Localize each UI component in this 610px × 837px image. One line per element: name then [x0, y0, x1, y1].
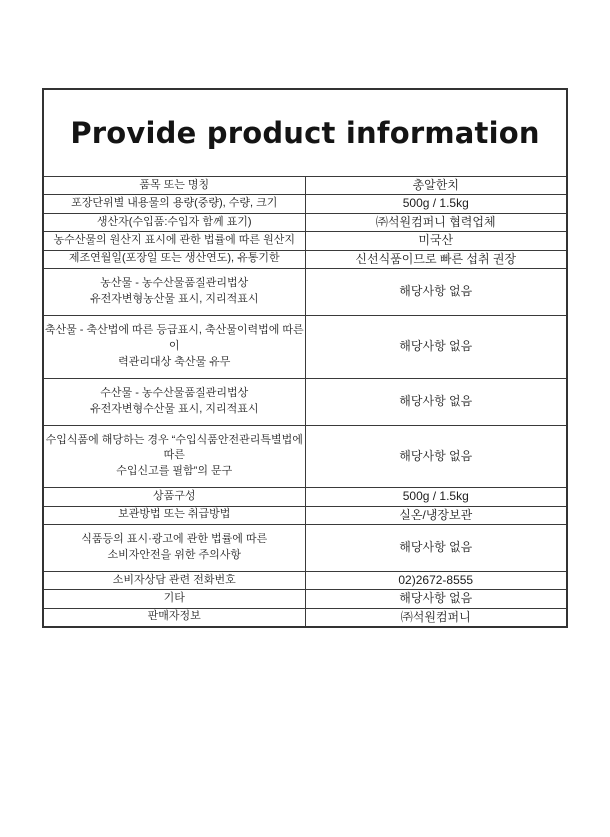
table-title-row [43, 89, 567, 177]
row-label: 판매자정보 [43, 608, 305, 627]
row-value: 해당사항 없음 [305, 425, 567, 488]
row-label: 포장단위별 내용물의 용량(중량), 수량, 크기 [43, 195, 305, 213]
table-row [43, 488, 567, 506]
row-value: 500g / 1.5kg [305, 488, 567, 506]
row-label-line2: 소비자안전을 위한 주의사항 [107, 549, 242, 562]
table-row [43, 315, 567, 378]
table-row [43, 250, 567, 268]
table-row [43, 195, 567, 213]
row-value: ㈜석원컴퍼니 [305, 608, 567, 627]
row-label-line2: 유전자변형농산물 표시, 지리적표시 [89, 292, 259, 305]
table-row [43, 525, 567, 572]
row-value: 신선식품이므로 빠른 섭취 권장 [305, 250, 567, 268]
table-row [43, 425, 567, 488]
row-label: 상품구성 [43, 488, 305, 506]
row-label: 기타 [43, 590, 305, 608]
table-row [43, 268, 567, 315]
row-label-line2: 유전자변형수산물 표시, 지리적표시 [89, 402, 259, 415]
row-label: 보관방법 또는 취급방법 [43, 506, 305, 524]
row-label: 생산자(수입품:수입자 함께 표기) [43, 213, 305, 231]
row-label: 농수산물의 원산지 표시에 관한 법률에 따른 원산지 [43, 232, 305, 250]
row-label: 품목 또는 명칭 [43, 177, 305, 195]
row-value: 해당사항 없음 [305, 268, 567, 315]
row-label-line2: 수입신고를 필함”의 문구 [116, 465, 233, 478]
row-value: 02)2672-8555 [305, 571, 567, 589]
table-row [43, 506, 567, 524]
row-value: 500g / 1.5kg [305, 195, 567, 213]
row-label-line1: 식품등의 표시·광고에 관한 법률에 따른 [81, 533, 268, 546]
row-label [43, 378, 305, 425]
row-value: 해당사항 없음 [305, 525, 567, 572]
row-label-line1: 축산물 - 축산법에 따른 등급표시, 축산물이력법에 따른 이 [44, 323, 304, 352]
row-value: 총알한치 [305, 177, 567, 195]
row-label-line2: 력관리대상 축산물 유무 [118, 355, 231, 368]
row-label-line1: 농산물 - 농수산물품질관리법상 [100, 276, 249, 289]
row-value: 해당사항 없음 [305, 590, 567, 608]
table-row [43, 590, 567, 608]
table-row [43, 177, 567, 195]
row-label: 소비자상담 관련 전화번호 [43, 571, 305, 589]
table-body [43, 89, 567, 627]
row-value: 해당사항 없음 [305, 315, 567, 378]
table-row [43, 571, 567, 589]
product-information-table [42, 88, 568, 628]
table-row [43, 378, 567, 425]
row-label [43, 425, 305, 488]
row-label [43, 268, 305, 315]
row-label: 제조연월일(포장일 또는 생산연도), 유통기한 [43, 250, 305, 268]
row-label-line1: 수산물 - 농수산물품질관리법상 [100, 386, 249, 399]
row-label-line1: 수입식품에 해당하는 경우 “수입식품안전관리특별법에 따른 [45, 433, 303, 462]
row-value: 실온/냉장보관 [305, 506, 567, 524]
row-value: 해당사항 없음 [305, 378, 567, 425]
row-label [43, 525, 305, 572]
page-title: Provide product information [43, 89, 567, 177]
row-label [43, 315, 305, 378]
table-row [43, 608, 567, 627]
row-value: ㈜석원컴퍼니 협력업체 [305, 213, 567, 231]
table-row [43, 213, 567, 231]
table-row [43, 232, 567, 250]
row-value: 미국산 [305, 232, 567, 250]
